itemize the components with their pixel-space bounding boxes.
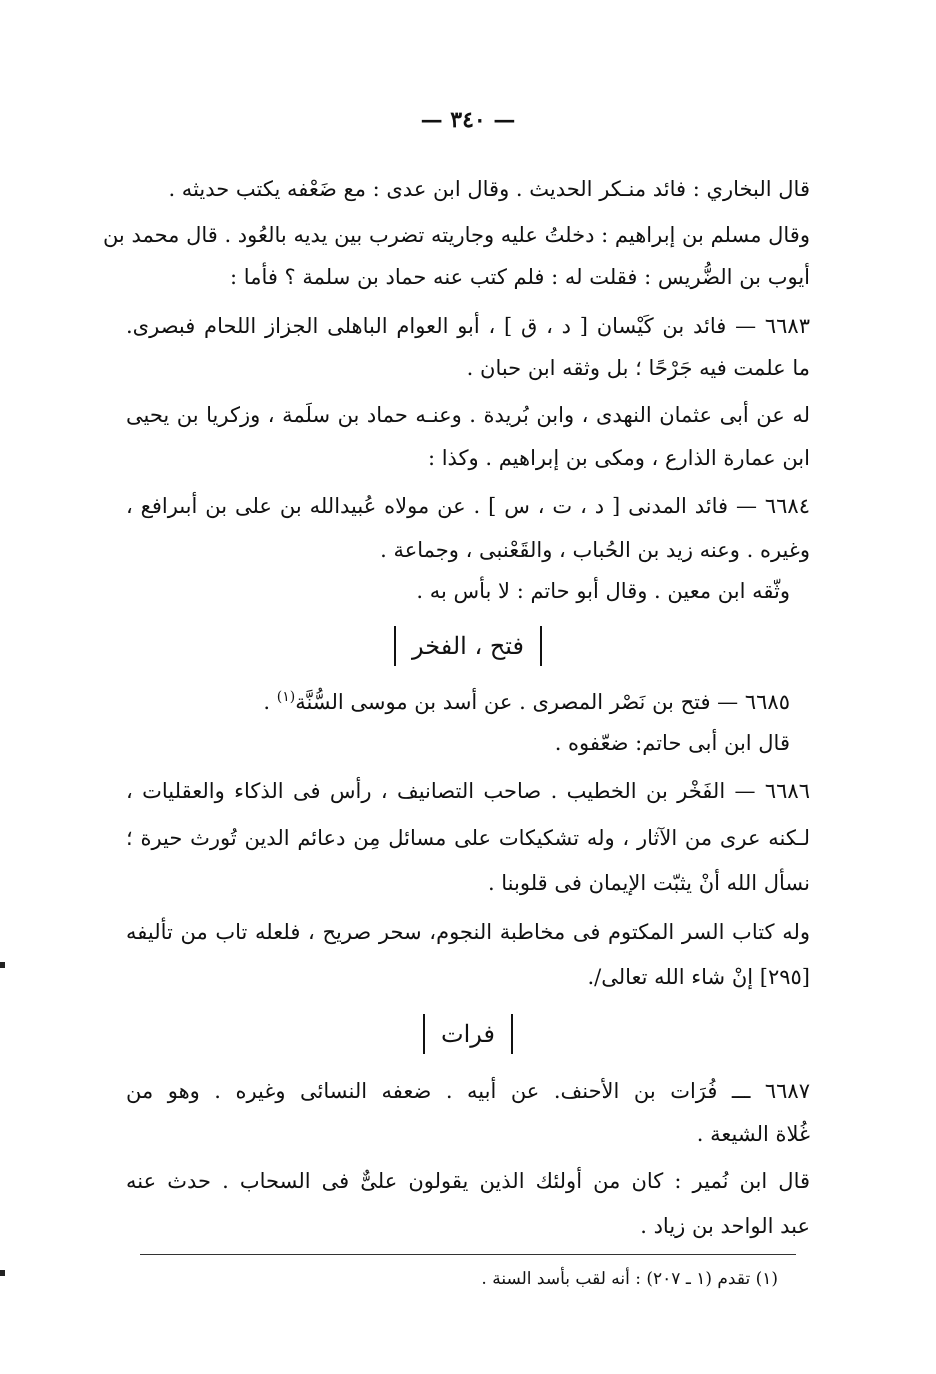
margin-mark <box>0 962 5 968</box>
text-line: [٢٩٥] إنْ شاء الله تعالى/. <box>587 965 810 989</box>
entry-6687: ٦٦٨٧ ـــ فُرَات بن الأحنف. عن أبيه . ضعفه النسائى وغيره . وهو من <box>126 1079 810 1103</box>
footnote-divider <box>140 1254 796 1255</box>
text-line: قال البخاري : فائد منـكر الحديث . وقال ابن عدى : مع ضَعْفه يكتب حديثه . <box>168 177 810 201</box>
page-number: — ٣٤٠ — <box>420 107 516 133</box>
section-heading-fath: فتح ، الفخر <box>0 626 936 670</box>
text-line: وثّقه ابن معين . وقال أبو حاتم : لا بأس به . <box>416 579 790 603</box>
text-line: لـكنه عرى من الآثار ، وله تشكيكات على مسائل مِن دعائم الدين تُورث حيرة ؛ <box>126 826 810 850</box>
text-line: قال ابن نُمير : كان من أولئك الذين يقولون علىٌّ فى السحاب . حدث عنه <box>126 1169 810 1193</box>
section-heading-furat: فرات <box>0 1014 936 1058</box>
entry-6684: ٦٦٨٤ — فائد المدنى [ د ، ت ، س ] . عن مولاه عُبيدالله بن على بن أبىرافع ، <box>126 494 810 518</box>
text-line: قال ابن أبى حاتم: ضعّفوه . <box>554 731 790 755</box>
entry-6685: ٦٦٨٥ — فتح بن نَصْر المصرى . عن أسد بن موسى السُّنَّة$^{(١)}$ . <box>263 689 790 714</box>
text-line: وغيره . وعنه زيد بن الحُباب ، والقَعْنبى ، وجماعة . <box>380 538 810 562</box>
text-line: غُلاة الشيعة . <box>696 1122 810 1146</box>
entry-6683: ٦٦٨٣ — فائد بن كَيْسان [ د ، ق ] ، أبو العوام الباهلى الجزاز اللحام فبصرى. <box>126 314 810 338</box>
text-line: أيوب بن الضُّريس : فقلت له : فلم كتب عنه حماد بن سلمة ؟ فأما : <box>230 265 810 289</box>
entry-6686: ٦٦٨٦ — الفَخْر بن الخطيب . صاحب التصانيف ، رأس فى الذكاء والعقليات ، <box>126 779 810 803</box>
text-line: ابن عمارة الذارع ، ومكى بن إبراهيم . وكذا : <box>427 446 810 470</box>
footnote-marker: (١) <box>276 689 296 705</box>
margin-mark <box>0 1270 5 1276</box>
text-line: نسأل الله أنْ يثبّت الإيمان فى قلوبنا . <box>487 871 810 895</box>
text-line: عبد الواحد بن زياد . <box>640 1214 810 1238</box>
text-line: وقال مسلم بن إبراهيم : دخلتُ عليه وجاريته تضرب بين يديه بالعُود . قال محمد بن <box>102 223 810 247</box>
text-line: له عن أبى عثمان النهدى ، وابن بُريدة . وعنـه حماد بن سلَمة ، وزكريا بن يحيى <box>126 403 810 427</box>
text-line: ما علمت فيه جَرْحًا ؛ بل وثقه ابن حبان . <box>466 356 810 380</box>
text-line: وله كتاب السر المكتوم فى مخاطبة النجوم، سحر صريح ، فلعله تاب من تأليفه <box>126 920 810 944</box>
footnote-text: (١) تقدم (١ ـ ٢٠٧) : أنه لقب بأسد السنة . <box>481 1269 778 1289</box>
